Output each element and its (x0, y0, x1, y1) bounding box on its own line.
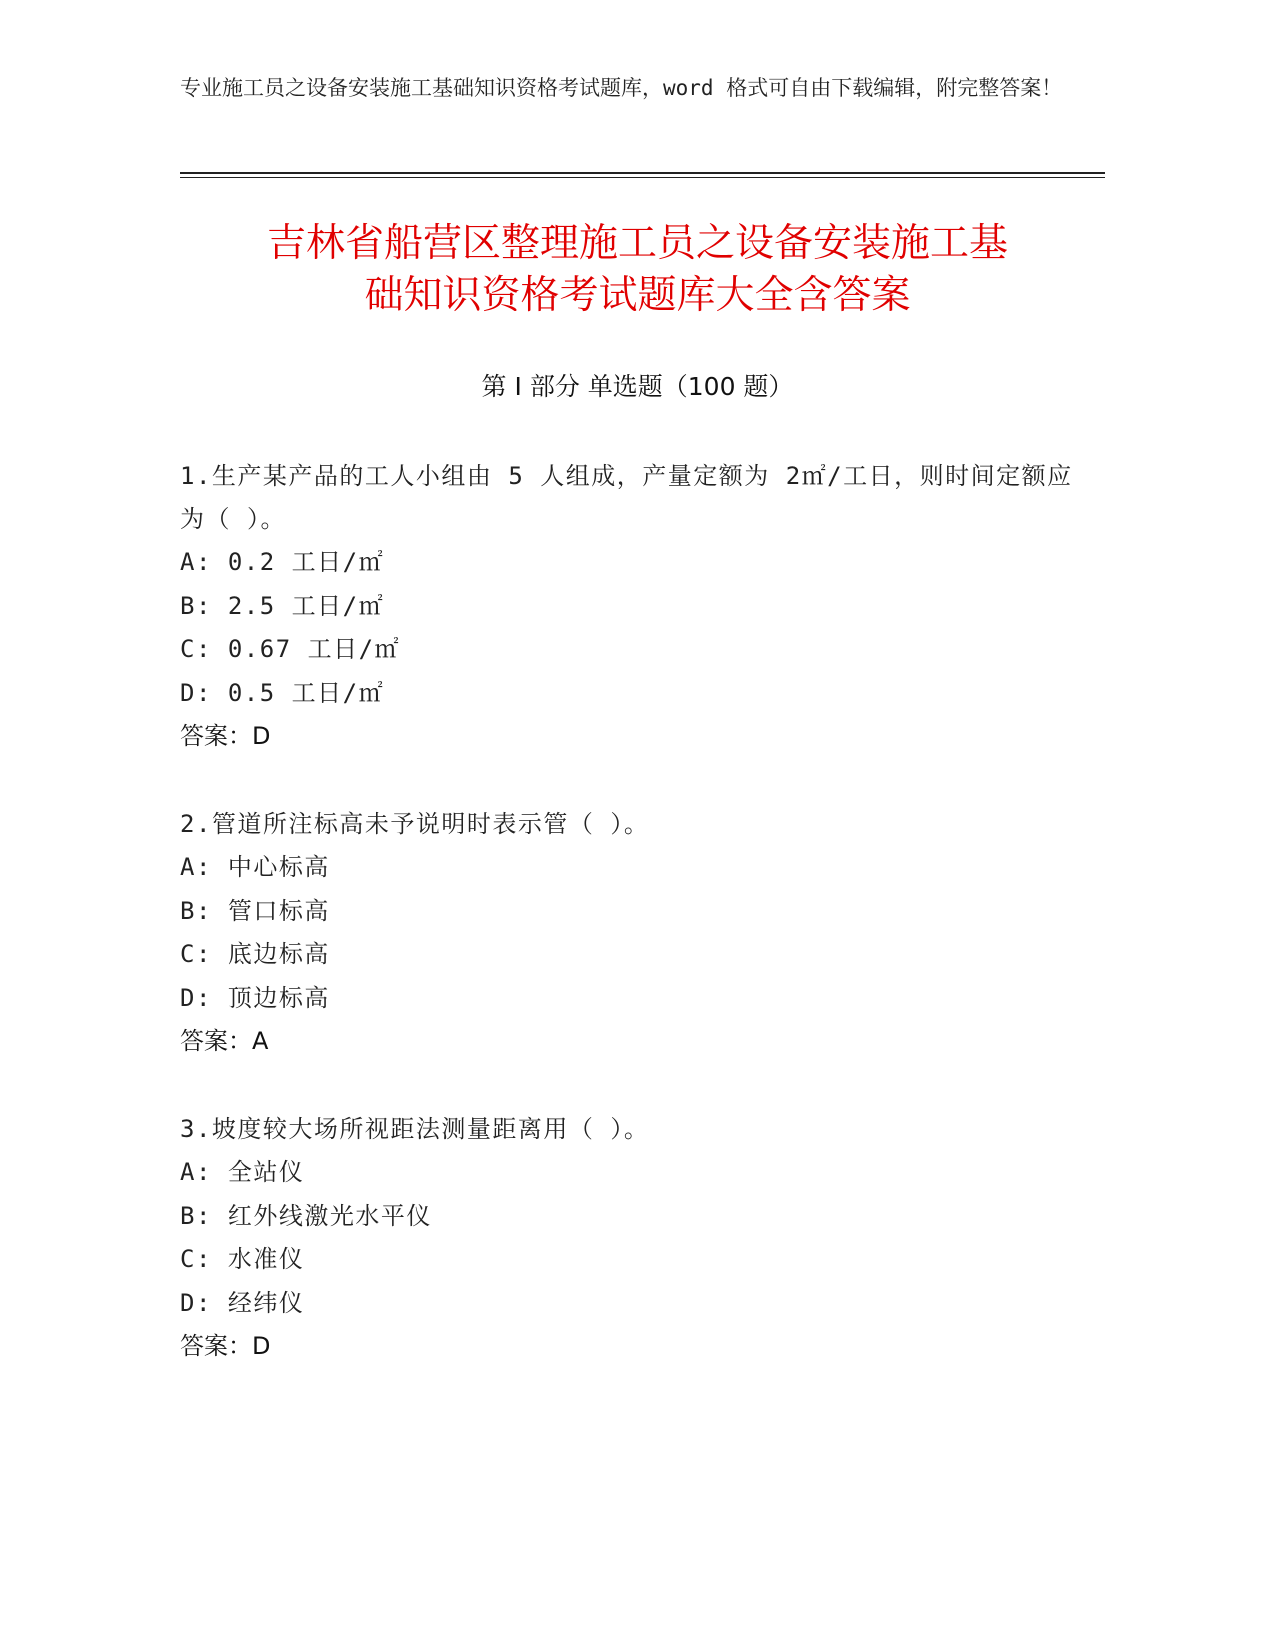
question-text: 3.坡度较大场所视距法测量距离用（ ）。 (180, 1115, 650, 1143)
section-title: 第 I 部分 单选题（100 题） (481, 372, 794, 401)
answer: 答案：A (180, 1027, 269, 1055)
option-d: D: 顶边标高 (180, 983, 330, 1012)
answer: 答案：D (180, 1332, 271, 1360)
header-divider-thin (180, 177, 1105, 178)
option-d: D: 经纬仪 (180, 1288, 305, 1317)
document-title-line-2: 础知识资格考试题库大全含答案 (364, 273, 911, 318)
question-text: 2.管道所注标高未予说明时表示管（ ）。 (180, 810, 650, 838)
option-d: D: 0.5 工日/㎡ (180, 678, 385, 707)
option-b: B: 2.5 工日/㎡ (180, 591, 385, 620)
option-a: A: 全站仪 (180, 1158, 305, 1186)
question-1 (180, 455, 1080, 758)
option-c: C: 水准仪 (180, 1245, 305, 1273)
option-c: C: 0.67 工日/㎡ (180, 635, 401, 663)
question-3 (180, 1108, 1080, 1368)
option-b: B: 红外线激光水平仪 (180, 1201, 432, 1230)
header-divider-thick (180, 172, 1105, 174)
option-a: A: 中心标高 (180, 853, 330, 881)
option-b: B: 管口标高 (180, 896, 330, 925)
question-2 (180, 803, 1080, 1063)
header-note: 专业施工员之设备安装施工基础知识资格考试题库，word 格式可自由下载编辑，附完整答案！ (180, 76, 1063, 100)
document-title-line-1: 吉林省船营区整理施工员之设备安装施工基 (266, 221, 1008, 266)
question-text: 1.生产某产品的工人小组由 5 人组成，产量定额为 2㎡/工日，则时间定额应为（ ）。 (180, 462, 1073, 533)
document-title (180, 218, 1095, 322)
option-a: A: 0.2 工日/㎡ (180, 548, 385, 576)
answer: 答案：D (180, 722, 271, 750)
option-c: C: 底边标高 (180, 940, 330, 968)
